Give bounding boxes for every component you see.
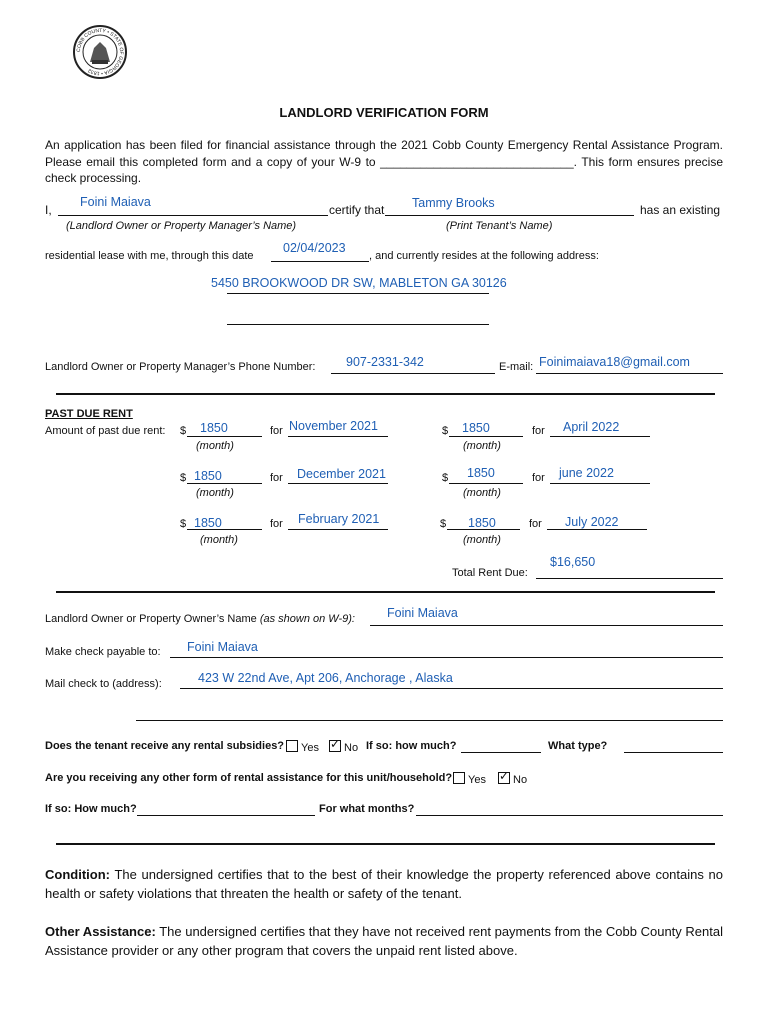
month-6-field[interactable]: July 2022 [565,515,619,529]
other-assist-no-checkbox[interactable] [498,772,510,784]
email-field[interactable]: Foinimaiava18@gmail.com [539,355,690,369]
month-line [550,436,650,437]
dollar-sign: $ [442,425,449,437]
dollar-sign: $ [180,425,187,437]
landlord-name-line [58,215,328,216]
other-assistance-label: Other Assistance: [45,924,156,939]
email-label: E-mail: [499,361,534,373]
other-assist-no-label: No [513,774,528,786]
tenant-caption: (Print Tenant’s Name) [446,220,553,232]
amount-line [187,483,262,484]
other-assist-yes-label: Yes [468,774,486,786]
amount-line [449,483,523,484]
subsidies-how-much: If so: how much? [366,740,457,752]
total-line [536,578,723,579]
tenant-address-field[interactable]: 5450 BROOKWOOD DR SW, MABLETON GA 30126 [211,276,507,290]
other-assist-yes-checkbox[interactable] [453,772,465,784]
landlord-name-field[interactable]: Foini Maiava [80,195,151,209]
subsidies-no-checkbox[interactable] [329,740,341,752]
section-divider-2 [56,591,715,593]
form-title: LANDLORD VERIFICATION FORM [279,105,489,120]
address-line-2 [227,324,489,325]
subsidies-amount-line [461,752,541,753]
intro-paragraph: An application has been filed for financial assistance through the 2021 Cobb County Emergency Rental Assistance Program. Please email this completed form and a copy of your W-9 to _____________________________. This form ensures precise check processing. [45,138,723,185]
amount-2-field[interactable]: 1850 [462,421,490,435]
amount-3-field[interactable]: 1850 [194,469,222,483]
section-divider-3 [56,843,715,845]
owner-name-line [370,625,723,626]
lease-text: residential lease with me, through this date [45,250,254,262]
tenant-name-field[interactable]: Tammy Brooks [412,196,495,210]
dollar-sign: $ [442,472,449,484]
dollar-sign: $ [180,518,187,530]
for-label: for [532,425,545,437]
subsidies-type-line [624,752,723,753]
for-label: for [270,518,283,530]
month-caption: (month) [463,487,501,499]
tenant-name-line [385,215,634,216]
other-assist-months: For what months? [319,803,415,815]
month-1-field[interactable]: November 2021 [289,419,378,433]
seal-text: COBB COUNTY • STATE OF GEORGIA • 1832 [75,27,125,77]
condition-paragraph [45,865,723,903]
other-assist-question: Are you receiving any other form of rental assistance for this unit/household? [45,772,453,784]
month-line [550,483,650,484]
phone-line [331,373,495,374]
amount-line [187,436,262,437]
lease-date-line [271,261,369,262]
email-line [536,373,723,374]
for-label: for [270,472,283,484]
subsidies-no-label: No [344,742,359,754]
month-caption: (month) [200,534,238,546]
owner-name-label-italic: (as shown on W-9): [259,613,355,625]
subsidies-no-option[interactable] [329,740,358,754]
dollar-sign: $ [440,518,447,530]
month-line [547,529,647,530]
past-due-heading: PAST DUE RENT [45,408,133,420]
resides-text: , and currently resides at the following address: [369,250,599,262]
subsidies-yes-label: Yes [301,742,319,754]
month-line [288,529,388,530]
month-caption: (month) [463,534,501,546]
payable-line [170,657,723,658]
amount-4-field[interactable]: 1850 [467,466,495,480]
address-line-1 [227,293,489,294]
month-caption: (month) [196,440,234,452]
section-divider-1 [56,393,715,395]
month-2-field[interactable]: April 2022 [563,420,620,434]
mail-label: Mail check to (address): [45,678,162,690]
amount-1-field[interactable]: 1850 [200,421,228,435]
subsidies-what-type: What type? [548,740,608,752]
month-line [288,483,388,484]
phone-field[interactable]: 907-2331-342 [346,355,424,369]
owner-name-label-text: Landlord Owner or Property Owner’s Name [45,613,257,625]
other-assist-months-line [416,815,723,816]
subsidies-question: Does the tenant receive any rental subsidies? [45,740,285,752]
other-assistance-paragraph [45,922,723,960]
mail-address-field[interactable]: 423 W 22nd Ave, Apt 206, Anchorage , Alaska [198,671,453,685]
certify-that-label: certify that [329,203,385,217]
landlord-caption: (Landlord Owner or Property Manager’s Name) [66,220,297,232]
total-field[interactable]: $16,650 [550,555,596,569]
other-assist-no-option[interactable] [498,772,527,786]
mail-line [180,688,723,689]
certify-prefix: I, [45,203,52,217]
amount-5-field[interactable]: 1850 [194,516,222,530]
phone-label: Landlord Owner or Property Manager’s Phone Number: [45,361,316,373]
month-caption: (month) [463,440,501,452]
month-line [288,436,388,437]
amount-label: Amount of past due rent: [45,425,166,437]
other-assist-how-much: If so: How much? [45,803,137,815]
subsidies-yes-checkbox[interactable] [286,740,298,752]
for-label: for [270,425,283,437]
condition-text: The undersigned certifies that to the best of their knowledge the property referenced above contains no health or safety violations that threaten the health or safety of the tenant. [45,867,723,901]
amount-6-field[interactable]: 1850 [468,516,496,530]
month-caption: (month) [196,487,234,499]
payable-label: Make check payable to: [45,646,161,658]
month-3-field[interactable]: December 2021 [297,467,386,481]
mail-line-2 [136,720,723,721]
other-assistance-text: The undersigned certifies that they have not received rent payments from the Cobb County Rental Assistance provider or any other program that covers the unpaid rent listed above. [45,924,723,958]
other-assist-amount-line [137,815,315,816]
has-existing-label: has an existing [640,203,721,217]
month-5-field[interactable]: February 2021 [298,512,380,526]
owner-name-field[interactable]: Foini Maiava [387,606,458,620]
condition-label: Condition: [45,867,110,882]
payable-field[interactable]: Foini Maiava [187,640,258,654]
other-assist-yes-option[interactable] [453,772,486,786]
month-4-field[interactable]: june 2022 [559,466,614,480]
owner-name-label [45,613,355,625]
amount-line [449,436,523,437]
county-seal [72,24,128,80]
subsidies-yes-option[interactable] [286,740,319,754]
lease-date-field[interactable]: 02/04/2023 [283,241,346,255]
total-label: Total Rent Due: [452,567,528,579]
for-label: for [532,472,545,484]
for-label: for [529,518,542,530]
dollar-sign: $ [180,472,187,484]
